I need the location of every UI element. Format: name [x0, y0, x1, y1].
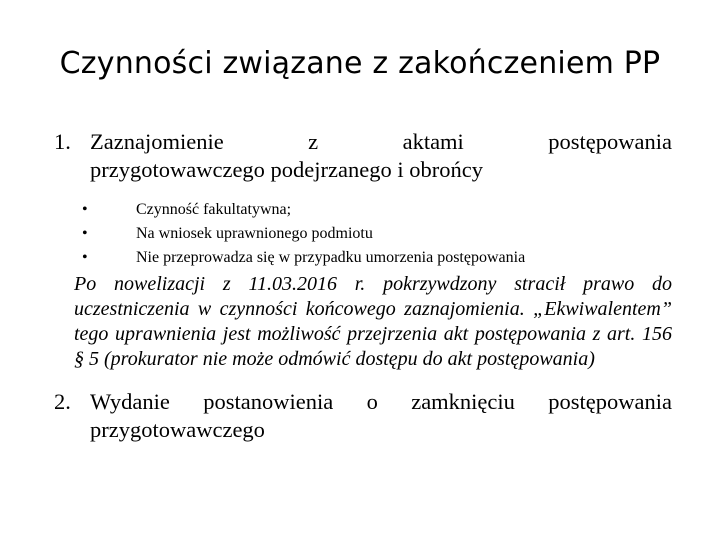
bullet-item: [82, 222, 672, 246]
bullet-icon: •: [82, 225, 88, 242]
bullet-text: Czynność fakultatywna;: [136, 201, 292, 218]
bullet-list: [54, 198, 672, 270]
italic-note: Po nowelizacji z 11.03.2016 r. pokrzywdzony stracił prawo do uczestniczenia w czynności końcowego zaznajomienia. „Ekwiwalentem” tego uprawnienia jest możliwość przejrzenia akt postępowania z art. 156 § 5 (prokurator nie może odmówić dostępu do akt postępowania): [74, 273, 672, 370]
numbered-item-2: [54, 388, 672, 444]
item-text-line-1: Wydanie postanowienia o zamknięciu postępowania: [90, 389, 672, 414]
bullet-text: Na wniosek uprawnionego podmiotu: [136, 225, 373, 242]
bullet-text: Nie przeprowadza się w przypadku umorzenia postępowania: [136, 249, 526, 266]
item-number: 2.: [54, 389, 71, 414]
item-number: 1.: [54, 129, 71, 154]
bullet-item: [82, 198, 672, 222]
bullet-icon: •: [82, 201, 88, 218]
item-text-line-2: przygotowawczego: [90, 417, 265, 442]
item-text-line-1: Zaznajomienie z aktami postępowania: [90, 129, 672, 154]
slide-content: [54, 128, 672, 444]
numbered-item-1: [54, 128, 672, 184]
bullet-icon: •: [82, 249, 88, 266]
item-text-line-2: przygotowawczego podejrzanego i obrońcy: [90, 157, 483, 182]
slide-title: Czynności związane z zakończeniem PP: [59, 46, 661, 81]
bullet-item: [82, 246, 672, 270]
